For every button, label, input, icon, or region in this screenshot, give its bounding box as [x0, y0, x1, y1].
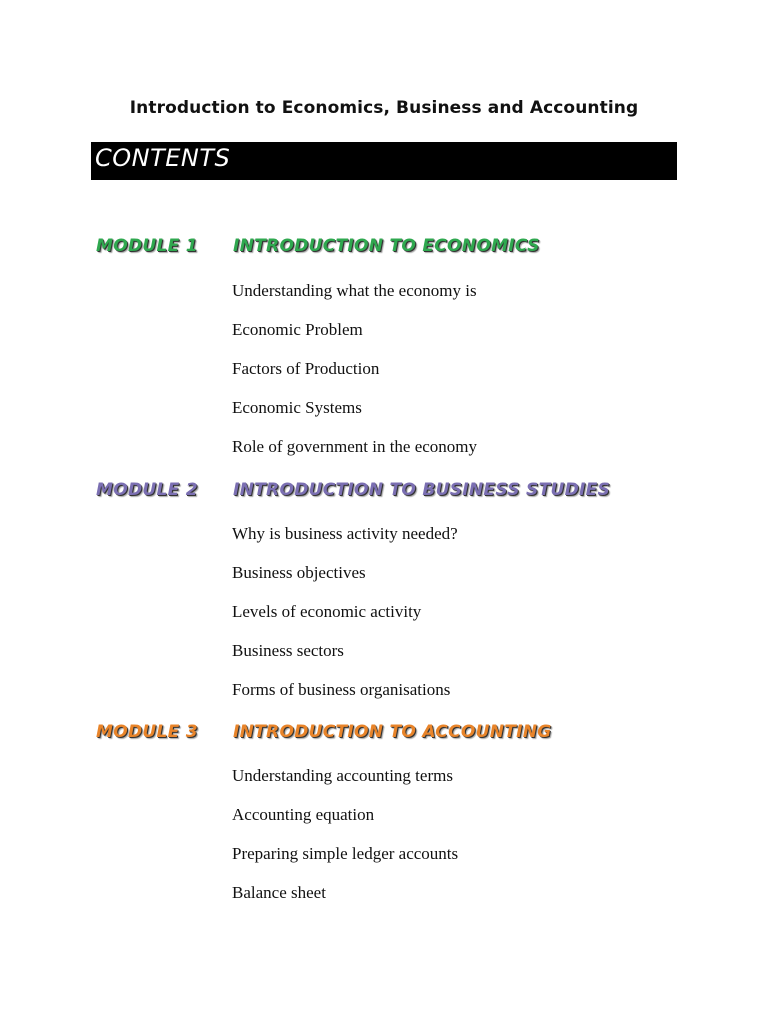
module-1-label: MODULE 1: [96, 236, 198, 256]
module-3-topic: Preparing simple ledger accounts: [232, 844, 459, 863]
module-1-topic: Factors of Production: [232, 359, 380, 378]
module-2-label: MODULE 2: [96, 480, 198, 500]
module-2-topic: Forms of business organisations: [232, 680, 451, 699]
module-3-topic: Balance sheet: [232, 883, 326, 902]
module-2-topic: Levels of economic activity: [232, 602, 422, 621]
module-1-topic: Economic Problem: [232, 320, 363, 339]
module-2-topic: Business objectives: [232, 563, 366, 582]
module-3-label: MODULE 3: [96, 722, 198, 742]
module-3-title: INTRODUCTION TO ACCOUNTING: [233, 722, 552, 742]
module-2-topic: Why is business activity needed?: [232, 524, 458, 543]
contents-header-bar: [91, 142, 677, 180]
page-title: Introduction to Economics, Business and Accounting: [129, 98, 639, 118]
module-3-heading: [96, 722, 716, 750]
module-2-topic: Business sectors: [232, 641, 344, 660]
module-3-topic: Accounting equation: [232, 805, 375, 824]
module-1-topic: Role of government in the economy: [232, 437, 478, 456]
module-1-topic: Understanding what the economy is: [232, 281, 477, 300]
module-1-topic: Economic Systems: [232, 398, 362, 417]
module-2-title: INTRODUCTION TO BUSINESS STUDIES: [233, 480, 611, 500]
module-1-heading: [96, 236, 716, 264]
contents-label: CONTENTS: [95, 144, 231, 172]
module-2-heading: [96, 480, 716, 508]
module-3-topic: Understanding accounting terms: [232, 766, 453, 785]
module-1-title: INTRODUCTION TO ECONOMICS: [233, 236, 540, 256]
